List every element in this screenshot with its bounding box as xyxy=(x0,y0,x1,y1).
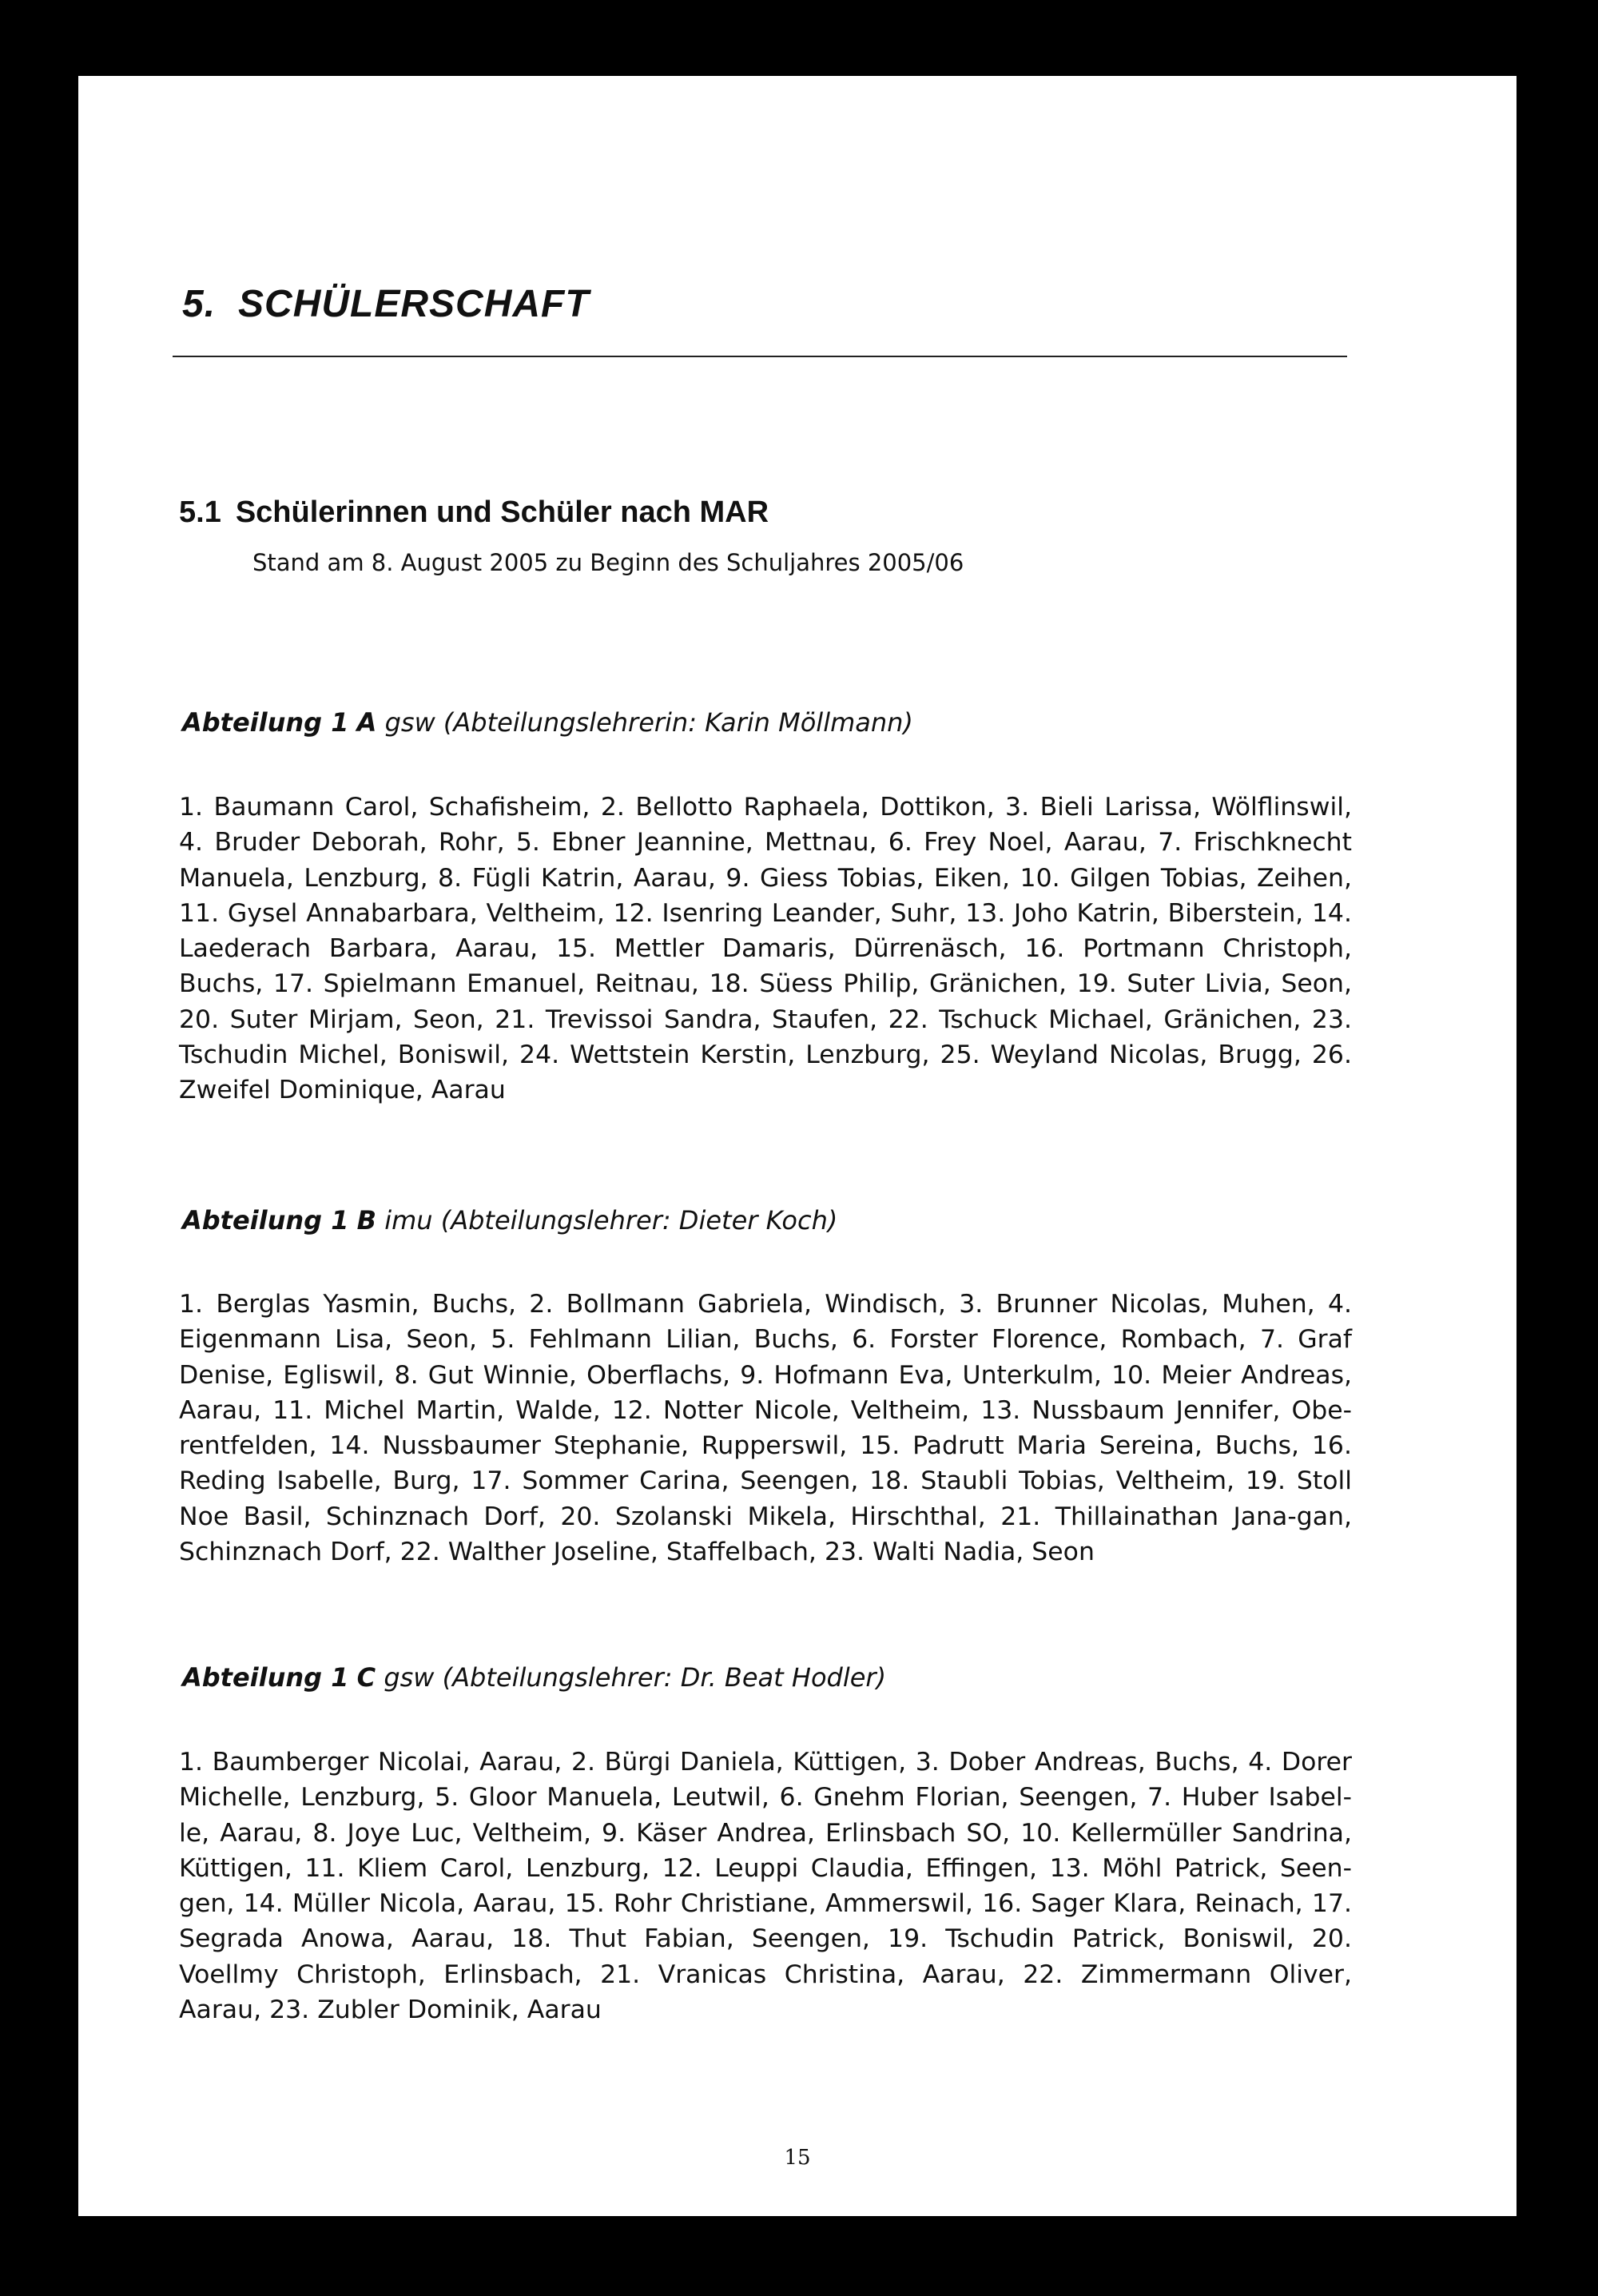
department-detail: gsw (Abteilungslehrerin: Karin Möllmann) xyxy=(384,707,913,738)
section-number: 5.1 xyxy=(179,495,221,529)
document-page xyxy=(78,76,1517,2216)
department-label: Abteilung 1 xyxy=(182,1205,349,1236)
department-label: Abteilung 1 xyxy=(182,707,349,738)
department-class: B xyxy=(356,1205,377,1236)
department-heading-1a xyxy=(182,707,913,738)
student-roster-1a: 1. Baumann Carol, Schafisheim, 2. Bellotto Raphaela, Dottikon, 3. Bieli Larissa, Wölflinswil, 4. Bruder Deborah, Rohr, 5. Ebner Jeannine, Mettnau, 6. Frey Noel, Aarau, 7. Frischknecht Manuela, Lenzburg, 8. Fügli Katrin, Aarau, 9. Giess Tobias, Eiken, 10. Gilgen Tobias, Zeihen, 11. Gysel Annabarbara, Veltheim, 12. Isenring Leander, Suhr, 13. Joho Katrin, Biberstein, 14. Laederach Barbara, Aarau, 15. Mettler Damaris, Dürrenäsch, 16. Portmann Christoph, Buchs, 17. Spielmann Emanuel, Reitnau, 18. Süess Philip, Gränichen, 19. Suter Livia, Seon, 20. Suter Mirjam, Seon, 21. Trevissoi Sandra, Staufen, 22. Tschuck Michael, Gränichen, 23. Tschudin Michel, Boniswil, 24. Wettstein Kerstin, Lenzburg, 25. Weyland Nicolas, Brugg, 26. Zweifel Dominique, Aarau xyxy=(179,793,1352,1105)
department-heading-1b xyxy=(182,1205,837,1236)
chapter-title xyxy=(182,282,590,326)
section-title xyxy=(179,495,769,530)
department-class: C xyxy=(356,1662,376,1693)
student-roster-1b: 1. Berglas Yasmin, Buchs, 2. Bollmann Gabriela, Windisch, 3. Brunner Nicolas, Muhen, 4. Eigenmann Lisa, Seon, 5. Fehlmann Lilian, Buchs, 6. Forster Florence, Rombach, 7. Graf Denise, Egliswil, 8. Gut Winnie, Oberflachs, 9. Hofmann Eva, Unterkulm, 10. Meier Andreas, Aarau, 11. Michel Martin, Walde, 12. Notter Nicole, Veltheim, 13. Nussbaum Jennifer, Obe-rentfelden, 14. Nussbaumer Stephanie, Rupperswil, 15. Padrutt Maria Sereina, Buchs, 16. Reding Isabelle, Burg, 17. Sommer Carina, Seengen, 18. Staubli Tobias, Veltheim, 19. Stoll Noe Basil, Schinznach Dorf, 20. Szolanski Mikela, Hirschthal, 21. Thillainathan Jana-gan, Schinznach Dorf, 22. Walther Joseline, Staffelbach, 23. Walti Nadia, Seon xyxy=(179,1290,1352,1567)
department-detail: imu (Abteilungslehrer: Dieter Koch) xyxy=(384,1205,838,1236)
department-detail: gsw (Abteilungslehrer: Dr. Beat Hodler) xyxy=(384,1662,887,1693)
student-roster-1c: 1. Baumberger Nicolai, Aarau, 2. Bürgi Daniela, Küttigen, 3. Dober Andreas, Buchs, 4. Dorer Michelle, Lenzburg, 5. Gloor Manuela, Leutwil, 6. Gnehm Florian, Seengen, 7. Huber Isabel-le, Aarau, 8. Joye Luc, Veltheim, 9. Käser Andrea, Erlinsbach SO, 10. Kellermüller Sandrina, Küttigen, 11. Kliem Carol, Lenzburg, 12. Leuppi Claudia, Effingen, 13. Möhl Patrick, Seen-gen, 14. Müller Nicola, Aarau, 15. Rohr Christiane, Ammerswil, 16. Sager Klara, Reinach, 17. Segrada Anowa, Aarau, 18. Thut Fabian, Seengen, 19. Tschudin Patrick, Boniswil, 20. Voellmy Christoph, Erlinsbach, 21. Vranicas Christina, Aarau, 22. Zimmermann Oliver, Aarau, 23. Zubler Dominik, Aarau xyxy=(179,1748,1352,2025)
page-number: 15 xyxy=(784,2146,811,2170)
section-subtitle: Stand am 8. August 2005 zu Beginn des Schuljahres 2005/06 xyxy=(252,549,964,576)
section-title-text: Schülerinnen und Schüler nach MAR xyxy=(235,495,769,529)
department-heading-1c xyxy=(182,1662,886,1693)
chapter-title-text: SCHÜLERSCHAFT xyxy=(238,283,590,325)
department-class: A xyxy=(356,707,377,738)
chapter-number: 5. xyxy=(182,283,217,325)
department-label: Abteilung 1 xyxy=(182,1662,349,1693)
chapter-divider xyxy=(173,356,1347,357)
